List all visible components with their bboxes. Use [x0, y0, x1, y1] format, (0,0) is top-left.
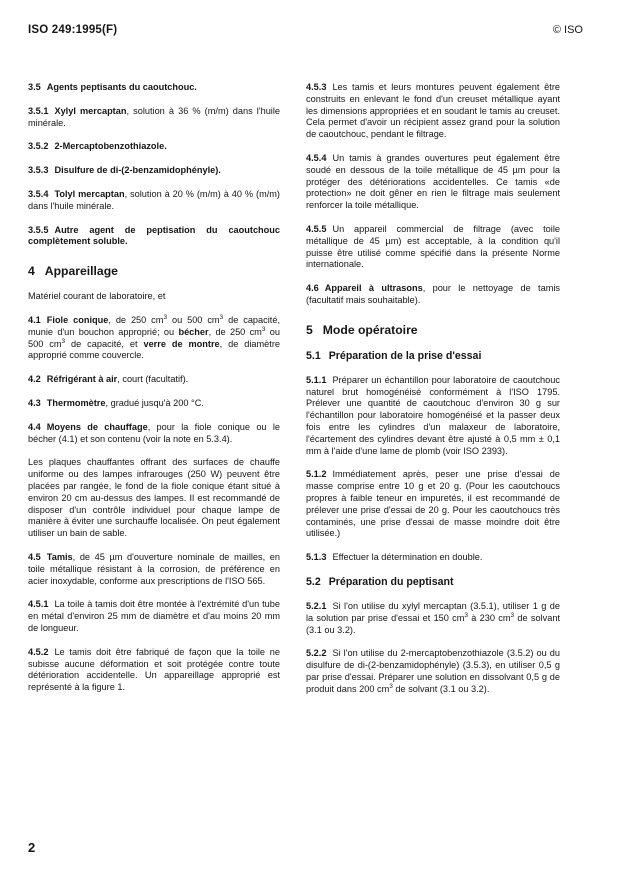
- text-run: , de 250 cm: [108, 314, 164, 325]
- text-run: à 230 cm: [468, 612, 511, 623]
- section-title: Thermomètre: [46, 397, 106, 408]
- section-3-5-3: [28, 165, 280, 177]
- text-run: Si l'on utilise du 2-mercaptobenzothiazole (3.5.2) ou du disulfure de di-(2-benzamidophényle) (3.5.3), en utiliser 0,5 g par prise d'essai. Préparer une solution en dissolvant 0,5 g de produit dans 200 cm: [306, 648, 560, 694]
- section-number: 4.5.5: [306, 223, 327, 234]
- section-4-2: [28, 374, 280, 386]
- section-number: 3.5.2: [28, 141, 49, 152]
- section-text: Les tamis et leurs montures peuvent également être construits en enlevant le fond d'un creuset métallique ayant les dimensions appropriées et en soudant le tamis au creuset. Cela permet d'avoir un récipient assez grand pour la solution de caoutchouc, pendant le filtrage.: [306, 82, 560, 140]
- section-title: Autre agent de peptisation du caoutchouc complètement soluble.: [28, 224, 280, 247]
- section-text: , de 45 µm d'ouverture nominale de mailles, en toile métallique résistant à la corrosion, de préférence en acier inoxydable, conforme aux prescriptions de l'ISO 565.: [28, 551, 280, 586]
- section-title: Moyens de chauffage: [46, 421, 148, 432]
- section-text: Un tamis à grandes ouvertures peut également être soudé en dessous de la toile métallique de 45 µm pour la protéger des détériorations accidentelles. Ce tamis «de protection» ne doit gêner en rien le filtrage mais seulement renforcer la toile métallique.: [306, 152, 560, 211]
- subclause-title: Préparation de la prise d'essai: [328, 349, 482, 362]
- clause-title: Mode opératoire: [322, 322, 418, 337]
- subclause-5-2-heading: [306, 576, 560, 589]
- section-title: Xylyl mercaptan: [54, 105, 127, 116]
- section-5-1-3: [306, 552, 560, 564]
- text-run: de solvant (3.1 ou 3.2).: [306, 612, 560, 635]
- section-title: 2-Mercaptobenzothiazole.: [54, 141, 167, 152]
- document-id: ISO 249:1995(F): [28, 24, 118, 36]
- section-5-1-2: [306, 469, 560, 540]
- text-run: de solvant (3.1 ou 3.2).: [392, 683, 490, 694]
- clause-4-heading: [28, 264, 280, 278]
- section-number: 3.5.4: [28, 188, 49, 199]
- section-number: 5.1.1: [306, 374, 327, 385]
- section-number: 4.5.1: [28, 599, 49, 610]
- clause-number: 4: [28, 264, 35, 279]
- section-text: , gradué jusqu'à 200 °C.: [105, 397, 204, 408]
- term-becher: bécher: [178, 326, 209, 337]
- clause-5-heading: [306, 323, 560, 337]
- section-number: 4.5.4: [306, 152, 327, 163]
- subclause-title: Préparation du peptisant: [328, 575, 454, 588]
- clause-number: 5: [306, 322, 313, 337]
- section-number: 4.5.3: [306, 82, 327, 92]
- section-text: Le tamis doit être fabriqué de façon que la toile ne subisse aucune déformation et soit protégée contre toute détérioration accidentelle. Un appareillage approprié est représenté à la figure 1.: [28, 646, 280, 693]
- section-number: 5.1.2: [306, 469, 327, 480]
- section-text: Immédiatement après, peser une prise d'essai de masse comprise entre 10 g et 20 g. (Pour les caoutchoucs propres à faible teneur en impuretés, il est recommandé de prélever une prise d'essai de 20 g. Pour les caoutchoucs très contaminés, une prise d'essai de masse moindre doit être utilisée.): [306, 469, 560, 539]
- section-text: Effectuer la détermination en double.: [332, 552, 483, 563]
- superscript: 3: [389, 682, 393, 690]
- section-4-4: [28, 422, 280, 446]
- section-text: , pour le nettoyage de tamis (facultatif mais souhaitable).: [306, 283, 560, 305]
- superscript: 3: [61, 337, 66, 345]
- section-4-4-paragraph: Les plaques chauffantes offrant des surfaces de chauffe uniforme ou des lampes infrarouges (250 W) peuvent être placées par rangée, le fond de la fiole conique étant situé à environ 20 cm au-dessus des lampes. Il est recommandé de disposer d'un contrôle individuel pour chaque lampe de manière à éviter une surchauffe localisée. On peut également utiliser un bain de sable.: [28, 457, 280, 539]
- superscript: 3: [219, 313, 224, 321]
- clause-title: Appareillage: [44, 264, 118, 279]
- text-run: , de 250 cm: [208, 326, 262, 337]
- section-title: Tamis: [46, 551, 73, 562]
- section-3-5-5: [28, 225, 280, 249]
- section-number: 3.5: [28, 82, 41, 92]
- section-number: 4.6: [306, 283, 319, 294]
- subclause-number: 5.1: [306, 349, 321, 362]
- section-number: 4.5: [28, 551, 41, 562]
- section-4-5: [28, 552, 280, 587]
- subclause-number: 5.2: [306, 575, 321, 588]
- section-4-5-3: [306, 82, 560, 141]
- copyright-mark: © ISO: [552, 24, 583, 36]
- text-run: , de diamètre approprié comme couvercle.: [28, 338, 280, 361]
- subclause-5-1-heading: [306, 350, 560, 363]
- section-text: Préparer un échantillon pour laboratoire de caoutchouc naturel brut homogénéisé conformément à l'ISO 1795. Prélever une quantité de caoutchouc d'environ 30 g sur l'échantillon pour laboratoire homogénéisé et la passer deux fois entre les cylindres d'un malaxeur de laboratoire, l'écartement des cylindres devant être ajusté à 0,5 mm ± 0,1 mm à l'aide d'une lame de plomb (voir ISO 2393).: [306, 374, 560, 456]
- section-4-5-2: [28, 647, 280, 694]
- section-number: 5.2.1: [306, 600, 327, 611]
- section-4-1: [28, 315, 280, 362]
- page-number: 2: [28, 840, 36, 855]
- section-text: La toile à tamis doit être montée à l'extrémité d'un tube en métal d'environ 25 mm de diamètre et d'au moins 20 mm de longueur.: [28, 599, 280, 633]
- section-5-2-1: [306, 601, 560, 636]
- section-text: , pour la fiole conique ou le bécher (4.1) et son contenu (voir la note en 5.3.4).: [28, 421, 280, 444]
- section-number: 5.2.2: [306, 648, 327, 659]
- text-run: ou 500 cm: [28, 326, 280, 349]
- section-4-5-4: [306, 153, 560, 212]
- section-3-5: [28, 82, 280, 94]
- section-4-5-1: [28, 599, 280, 634]
- superscript: 3: [510, 611, 515, 619]
- section-number: 4.2: [28, 374, 41, 385]
- text-run: de capacité, et: [65, 338, 144, 349]
- section-text: Un appareil commercial de filtrage (avec toile métallique de 45 µm) est acceptable, à la condition qu'il puisse être utilisé comme spécifié dans la présente Norme internationale.: [306, 223, 560, 270]
- section-text: , solution à 36 % (m/m) dans l'huile minérale.: [28, 105, 280, 128]
- text-run: de capacité, munie d'un bouchon approprié; ou: [28, 314, 281, 337]
- section-3-5-1: [28, 106, 280, 130]
- section-number: 3.5.5: [28, 224, 49, 235]
- section-number: 3.5.1: [28, 105, 49, 116]
- section-number: 4.5.2: [28, 646, 49, 657]
- text-run: Si l'on utilise du xylyl mercaptan (3.5.1), utiliser 1 g de la solution par prise d'essai et 150 cm: [306, 600, 560, 623]
- right-column: [306, 82, 560, 707]
- left-column: [28, 82, 280, 706]
- section-number: 5.1.3: [306, 552, 327, 563]
- section-title: Agents peptisants du caoutchouc.: [46, 82, 197, 92]
- section-number: 4.4: [28, 421, 41, 432]
- section-number: 3.5.3: [28, 165, 49, 176]
- superscript: 3: [464, 611, 469, 619]
- term-fiole-conique: Fiole conique: [46, 314, 109, 325]
- section-number: 4.1: [28, 314, 41, 325]
- section-3-5-2: [28, 141, 280, 153]
- section-4-6: [306, 283, 560, 307]
- superscript: 3: [261, 325, 266, 333]
- superscript: 3: [163, 313, 168, 321]
- section-3-5-4: [28, 189, 280, 213]
- section-title: Tolyl mercaptan: [54, 188, 125, 199]
- section-title: Appareil à ultrasons: [324, 283, 423, 294]
- section-4-3: [28, 398, 280, 410]
- section-text: , court (facultatif).: [117, 374, 189, 385]
- text-run: ou 500 cm: [167, 314, 220, 325]
- section-4-5-5: [306, 224, 560, 271]
- section-number: 4.3: [28, 397, 41, 408]
- term-verre-de-montre: verre de montre: [143, 338, 220, 349]
- clause-4-intro: Matériel courant de laboratoire, et: [28, 291, 166, 302]
- section-text: , solution à 20 % (m/m) à 40 % (m/m) dans l'huile minérale.: [28, 188, 280, 211]
- section-title: Réfrigérant à air: [46, 374, 118, 385]
- section-title: Disulfure de di-(2-benzamidophényle).: [54, 165, 221, 176]
- section-5-1-1: [306, 375, 560, 458]
- section-5-2-2: [306, 648, 560, 695]
